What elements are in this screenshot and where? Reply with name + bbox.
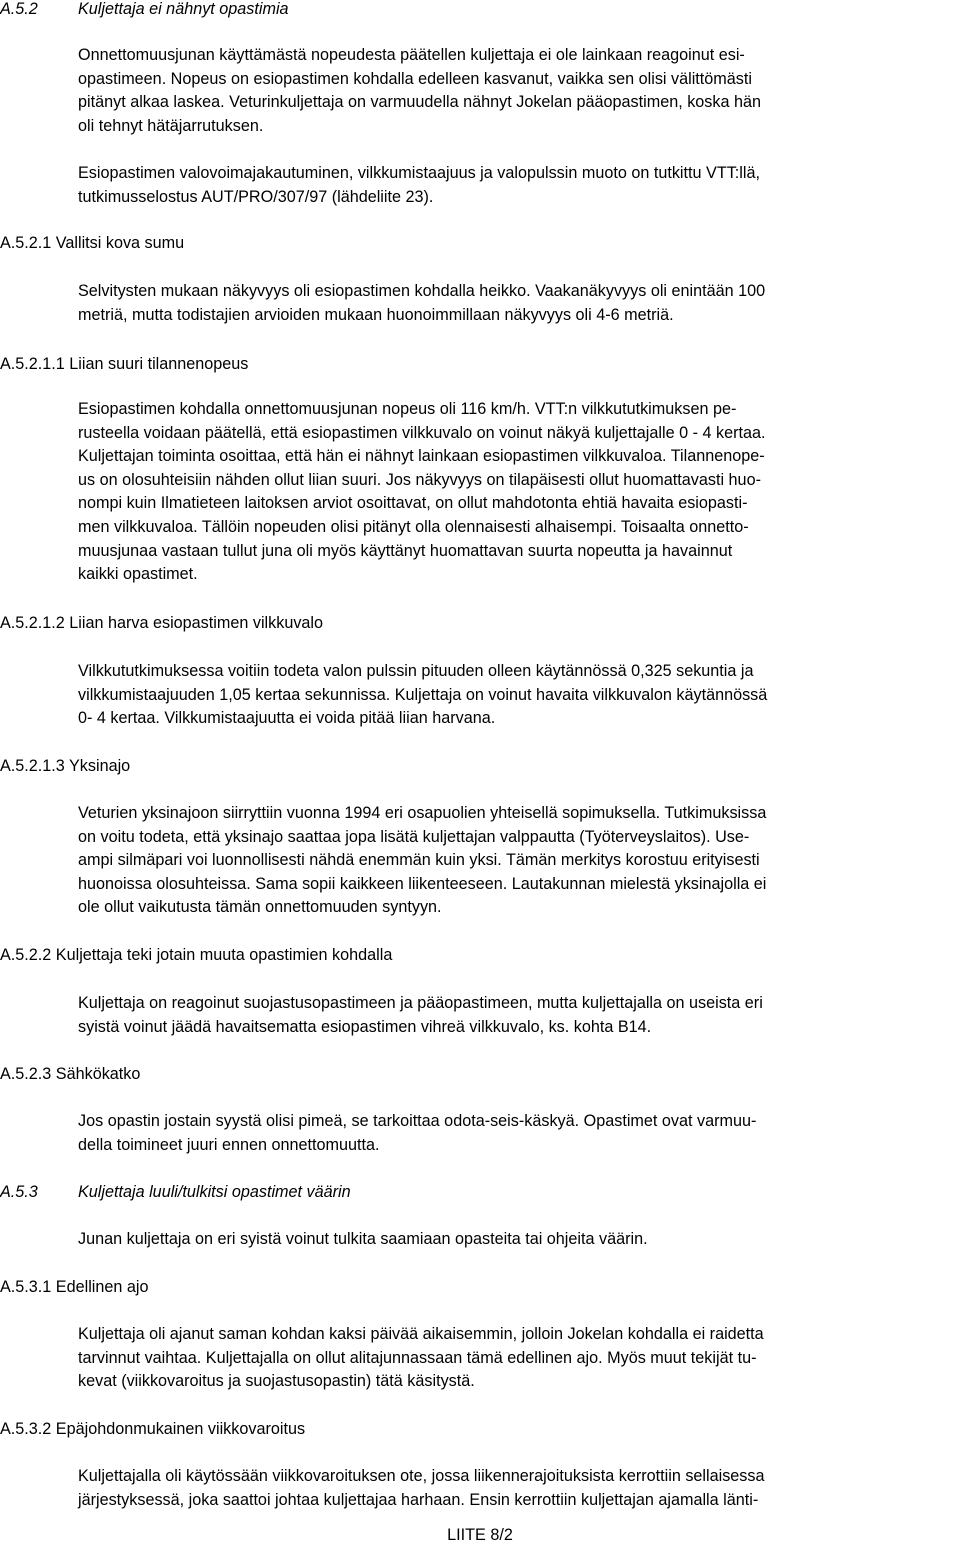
text-line: Jos opastin jostain syystä olisi pimeä, se tarkoittaa odota-seis-käskyä. Opastimet ovat varmuu- bbox=[78, 1112, 757, 1130]
section-heading-a53 bbox=[0, 1181, 351, 1205]
text-line: della toimineet juuri ennen onnettomuutta. bbox=[78, 1135, 380, 1154]
text-line: Kuljettaja on reagoinut suojastusopastimeen ja pääopastimeen, mutta kuljettajalla on useista eri bbox=[78, 994, 763, 1012]
paragraph-5 bbox=[78, 660, 958, 731]
text-line: ampi silmäpari voi luonnollisesti nähdä enemmän kuin yksi. Tämän merkitys korostuu erityisesti bbox=[78, 851, 760, 870]
paragraph-9 bbox=[78, 1228, 958, 1252]
text-line: Veturien yksinajoon siirryttiin vuonna 1994 eri osapuolien yhteisellä sopimuksella. Tutkimuksissa bbox=[78, 804, 767, 822]
text-line: ole ollut vaikutusta tämän onnettomuuden syntyyn. bbox=[78, 898, 442, 917]
section-heading-a521: A.5.2.1 Vallitsi kova sumu bbox=[0, 234, 185, 252]
text-line: rusteella voidaan päätellä, että esiopastimen vilkkuvalo on voinut näkyä kuljettajalle 0 - 4 kertaa. bbox=[78, 423, 766, 442]
section-heading-a5212: A.5.2.1.2 Liian harva esiopastimen vilkkuvalo bbox=[0, 614, 324, 632]
text-line: kaikki opastimet. bbox=[78, 565, 198, 584]
section-heading-a531: A.5.3.1 Edellinen ajo bbox=[0, 1278, 149, 1296]
text-line: vilkkumistaajuuden 1,05 kertaa sekunnissa. Kuljettaja on voinut havaita vilkkuvalon käytännössä bbox=[78, 685, 768, 704]
paragraph-10 bbox=[78, 1323, 958, 1394]
section-title: Kuljettaja luuli/tulkitsi opastimet väärin bbox=[78, 1183, 351, 1201]
section-heading-a52 bbox=[0, 0, 289, 22]
text-line: opastimeen. Nopeus on esiopastimen kohdalla edelleen kasvanut, vaikka sen olisi välittömästi bbox=[78, 69, 752, 88]
section-number: A.5.3 bbox=[0, 1183, 38, 1201]
section-number: A.5.2 bbox=[0, 0, 38, 18]
section-heading-a523: A.5.2.3 Sähkökatko bbox=[0, 1065, 141, 1083]
text-line: on voitu todeta, että yksinajo saattaa jopa lisätä kuljettajan valppautta (Työterveyslaitos). Use- bbox=[78, 827, 750, 846]
text-line: Selvitysten mukaan näkyvyys oli esiopastimen kohdalla heikko. Vaakanäkyvyys oli enintään 100 bbox=[78, 282, 766, 300]
text-line: Junan kuljettaja on eri syistä voinut tulkita saamiaan opasteita tai ohjeita väärin. bbox=[78, 1230, 648, 1248]
section-heading-a532: A.5.3.2 Epäjohdonmukainen viikkovaroitus bbox=[0, 1420, 306, 1438]
section-title: Kuljettaja ei nähnyt opastimia bbox=[78, 0, 289, 18]
paragraph-4 bbox=[78, 398, 958, 587]
paragraph-3 bbox=[78, 280, 958, 327]
text-line: oli tehnyt hätäjarrutuksen. bbox=[78, 116, 264, 135]
section-heading-a522: A.5.2.2 Kuljettaja teki jotain muuta opastimien kohdalla bbox=[0, 946, 393, 964]
text-line: nompi kuin Ilmatieteen laitoksen arviot osoittavat, on ollut mahdotonta ehtiä havaita esiopasti- bbox=[78, 494, 748, 513]
text-line: Kuljettajalla oli käytössään viikkovaroituksen ote, jossa liikennerajoituksista kerrottiin sellaisessa bbox=[78, 1467, 765, 1485]
paragraph-6 bbox=[78, 802, 958, 920]
text-line: syistä voinut jäädä havaitsematta esiopastimen vihreä vilkkuvalo, ks. kohta B14. bbox=[78, 1017, 652, 1036]
text-line: us on olosuhteisiin nähden ollut liian suuri. Jos näkyvyys on tilapäisesti ollut huomattavasti huo- bbox=[78, 470, 761, 489]
paragraph-8 bbox=[78, 1110, 958, 1157]
text-line: Kuljettaja oli ajanut saman kohdan kaksi päivää aikaisemmin, jolloin Jokelan kohdalla ei raidetta bbox=[78, 1325, 764, 1343]
text-line: 0- 4 kertaa. Vilkkumistaajuutta ei voida pitää liian harvana. bbox=[78, 709, 496, 728]
text-line: metriä, mutta todistajien arvioiden mukaan huonoimmillaan näkyvyys oli 4-6 metriä. bbox=[78, 305, 674, 324]
text-line: muusjunaa vastaan tullut juna oli myös käyttänyt huomattavan suurta nopeutta ja havainnut bbox=[78, 541, 733, 560]
text-line: huonoissa olosuhteissa. Sama sopii kaikkeen liikenteeseen. Lautakunnan mielestä yksinajolla ei bbox=[78, 874, 767, 893]
paragraph-7 bbox=[78, 992, 958, 1039]
text-line: Kuljettajan toiminta osoittaa, että hän ei nähnyt lainkaan esiopastimen vilkkuvaloa. Tilannenope- bbox=[78, 447, 765, 466]
paragraph-11 bbox=[78, 1465, 958, 1512]
text-line: Esiopastimen kohdalla onnettomuusjunan nopeus oli 116 km/h. VTT:n vilkkututkimuksen pe- bbox=[78, 400, 737, 418]
text-line: Esiopastimen valovoimajakautuminen, vilkkumistaajuus ja valopulssin muoto on tutkittu VTT:llä, bbox=[78, 164, 760, 182]
section-heading-a5213: A.5.2.1.3 Yksinajo bbox=[0, 757, 131, 775]
text-line: Onnettomuusjunan käyttämästä nopeudesta päätellen kuljettaja ei ole lainkaan reagoinut esi- bbox=[78, 46, 745, 64]
text-line: pitänyt alkaa laskea. Veturinkuljettaja on varmuudella nähnyt Jokelan pääopastimen, koska hän bbox=[78, 93, 762, 112]
text-line: men vilkkuvaloa. Tällöin nopeuden olisi pitänyt olla olennaisesti alhaisempi. Toisaalta onnetto- bbox=[78, 517, 749, 536]
section-heading-a5211: A.5.2.1.1 Liian suuri tilannenopeus bbox=[0, 355, 249, 373]
text-line: tutkimusselostus AUT/PRO/307/97 (lähdeliite 23). bbox=[78, 187, 434, 206]
paragraph-2 bbox=[78, 162, 958, 209]
text-line: kevat (viikkovaroitus ja suojastusopastin) tätä käsitystä. bbox=[78, 1372, 475, 1391]
text-line: tarvinnut vaihtaa. Kuljettajalla on ollut alitajunnassaan tämä edellinen ajo. Myös muut tekijät tu- bbox=[78, 1348, 757, 1367]
text-line: järjestyksessä, joka saattoi johtaa kuljettajaa harhaan. Ensin kerrottiin kuljettajan ajamalla länti- bbox=[78, 1490, 759, 1509]
page-footer: LIITE 8/2 bbox=[447, 1526, 513, 1544]
paragraph-1 bbox=[78, 44, 958, 138]
text-line: Vilkkututkimuksessa voitiin todeta valon pulssin pituuden olleen käytännössä 0,325 sekuntia ja bbox=[78, 662, 754, 680]
